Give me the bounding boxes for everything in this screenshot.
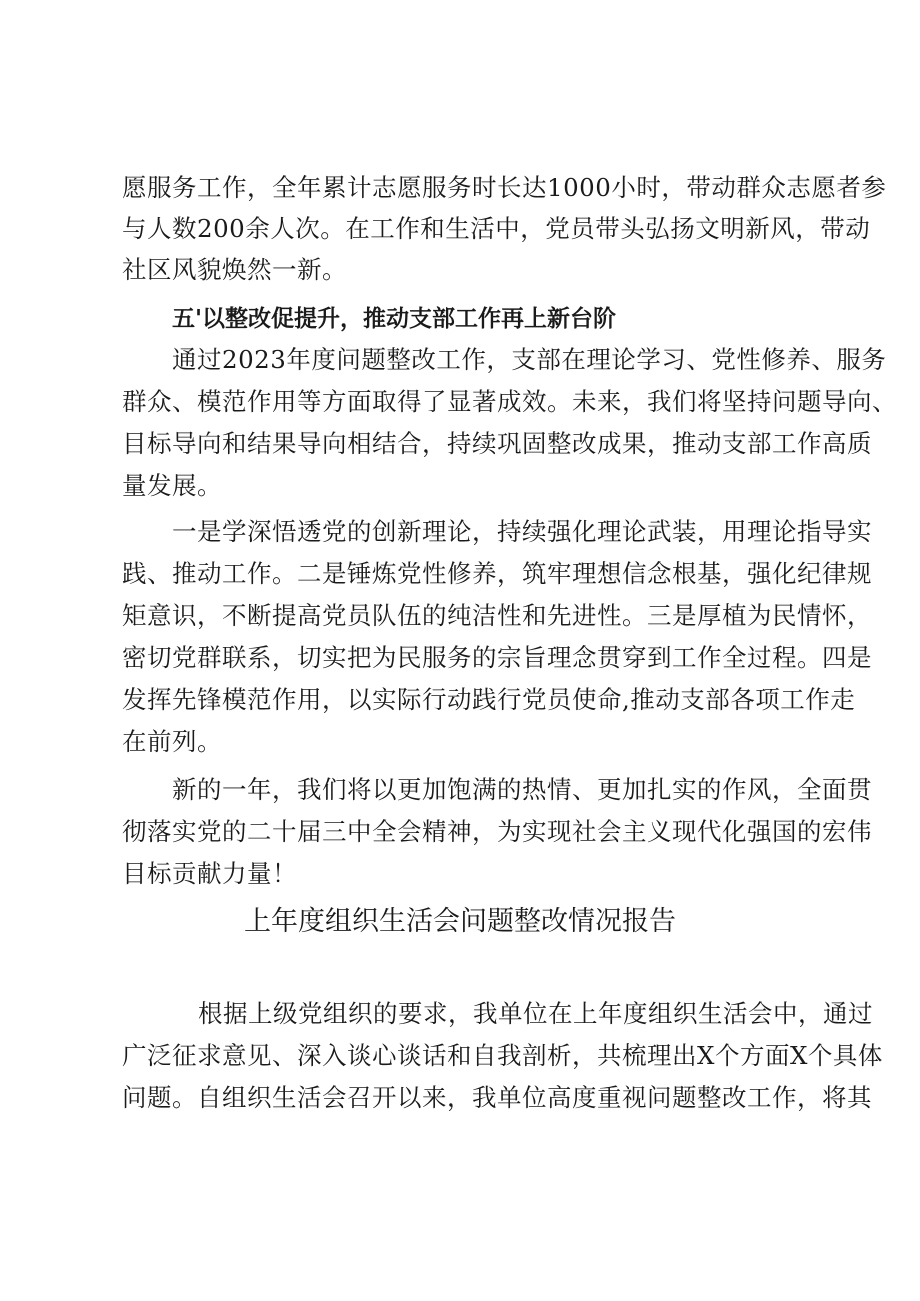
text-line: 一是学深悟透党的创新理论，持续强化理论武装，用理论指导实	[172, 517, 872, 546]
text-line: 社区风貌焕然一新。	[122, 255, 347, 284]
text-line: 目标贡献力量！	[122, 859, 297, 888]
text-line: 践、推动工作。二是锤炼党性修养，筑牢理想信念根基，强化纪律规	[122, 559, 872, 588]
document-title: 上年度组织生活会问题整改情况报告	[244, 906, 676, 937]
text-line: 广泛征求意见、深入谈心谈话和自我剖析，共梳理出X个方面X个具体	[122, 1041, 883, 1070]
text-line: 与人数200余人次。在工作和生活中，党员带头弘扬文明新风，带动	[122, 214, 871, 243]
text-line: 目标导向和结果导向相结合，持续巩固整改成果，推动支部工作高质	[122, 429, 872, 458]
text-line: 新的一年，我们将以更加饱满的热情、更加扎实的作风，全面贯	[172, 775, 872, 804]
text-line: 密切党群联系，切实把为民服务的宗旨理念贯穿到工作全过程。四是	[122, 643, 872, 672]
section-heading: 五'以整改促提升，推动支部工作再上新台阶	[172, 306, 617, 332]
text-line: 群众、模范作用等方面取得了显著成效。未来，我们将坚持问题导向、	[122, 387, 897, 416]
text-line: 发挥先锋模范作用，以实际行动践行党员使命,推动支部各项工作走	[122, 685, 856, 714]
text-line: 量发展。	[122, 471, 222, 500]
text-line: 问题。自组织生活会召开以来，我单位高度重视问题整改工作，将其	[122, 1083, 872, 1112]
text-line: 彻落实党的二十届三中全会精神，为实现社会主义现代化强国的宏伟	[122, 817, 872, 846]
text-line: 矩意识，不断提高党员队伍的纯洁性和先进性。三是厚植为民情怀，	[122, 601, 872, 630]
text-line: 愿服务工作，全年累计志愿服务时长达1000小时，带动群众志愿者参	[122, 173, 887, 202]
text-line: 通过2023年度问题整改工作，支部在理论学习、党性修养、服务	[172, 345, 887, 374]
text-line: 在前列。	[122, 727, 222, 756]
text-line: 根据上级党组织的要求，我单位在上年度组织生活会中，通过	[198, 999, 873, 1028]
